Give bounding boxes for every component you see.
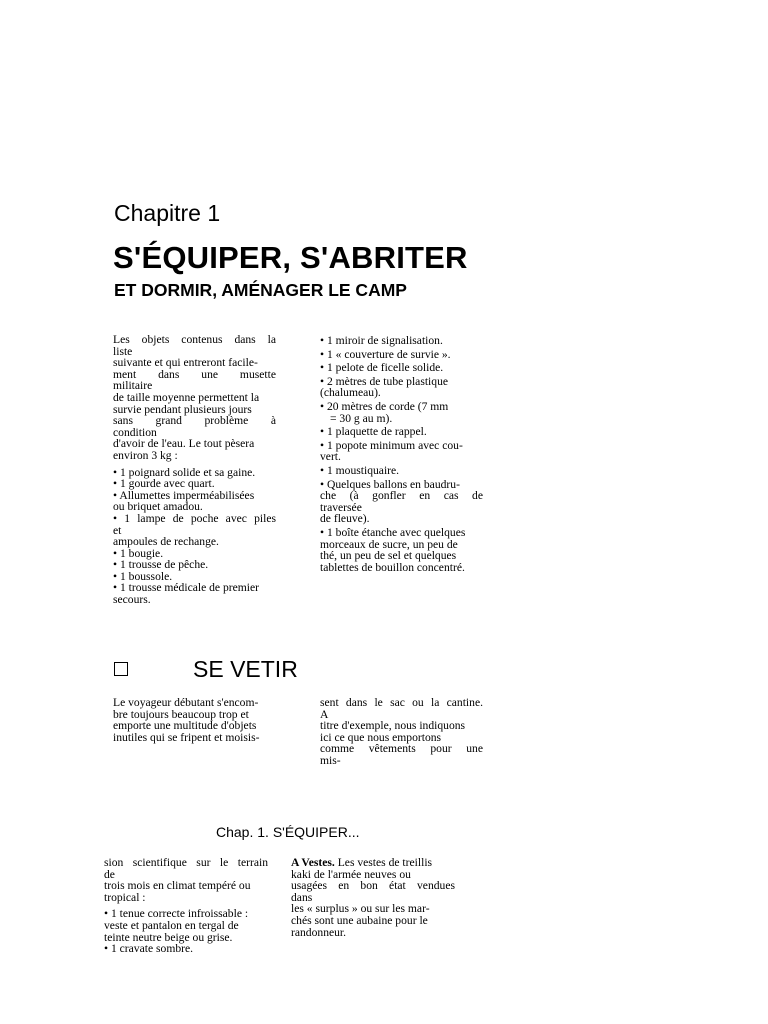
list-item: • 20 mètres de corde (7 mm bbox=[320, 399, 449, 413]
bottom-column-left bbox=[104, 857, 268, 955]
text-line: tropical : bbox=[104, 890, 146, 904]
list-item: • 1 trousse médicale de premier bbox=[113, 581, 260, 595]
section-column-right bbox=[320, 697, 483, 767]
section-title: SE VETIR bbox=[193, 656, 298, 682]
text-line: liste bbox=[113, 344, 133, 358]
text-line: survie pendant plusieurs jours bbox=[113, 402, 252, 416]
list-item: veste et pantalon en tergal de bbox=[104, 918, 239, 932]
text-line: sion scientifique sur le terrain bbox=[104, 856, 268, 869]
text-line: bre toujours beaucoup trop et bbox=[113, 707, 249, 721]
text-line: inutiles qui se fripent et moisis- bbox=[113, 730, 260, 744]
list-item: • 1 « couverture de survie ». bbox=[320, 347, 451, 361]
text-line: condition bbox=[113, 425, 157, 439]
list-item: • 1 tenue correcte infroissable : bbox=[104, 907, 249, 921]
text-line: mis- bbox=[320, 753, 341, 767]
running-head: Chap. 1. S'ÉQUIPER... bbox=[216, 824, 360, 840]
list-item: • 1 plaquette de rappel. bbox=[320, 425, 427, 439]
section-column-left bbox=[113, 697, 276, 743]
list-item: de fleuve). bbox=[320, 512, 370, 526]
text-line: les « surplus » ou sur les mar- bbox=[291, 902, 430, 916]
list-item: • 1 boîte étanche avec quelques bbox=[320, 525, 466, 539]
list-item: • 1 poignard solide et sa gaine. bbox=[113, 465, 256, 479]
text-line: comme vêtements pour une bbox=[320, 742, 483, 756]
list-item: • 1 lampe de poche avec piles bbox=[113, 511, 276, 525]
section-square-icon bbox=[114, 662, 128, 676]
list-item: teinte neutre beige ou grise. bbox=[104, 930, 233, 944]
list-item: • 1 popote minimum avec cou- bbox=[320, 438, 463, 452]
chapter-subtitle: ET DORMIR, AMÉNAGER LE CAMP bbox=[114, 280, 407, 300]
list-item: vert. bbox=[320, 450, 341, 464]
chapter-label: Chapitre 1 bbox=[114, 200, 221, 226]
text-line: trois mois en climat tempéré ou bbox=[104, 879, 251, 893]
text-line bbox=[291, 857, 455, 869]
list-item: traversée bbox=[320, 500, 362, 514]
bottom-column-right bbox=[291, 857, 455, 938]
chapter-title: S'ÉQUIPER, S'ABRITER bbox=[113, 240, 468, 275]
text-line: sent dans le sac ou la cantine. bbox=[320, 696, 483, 709]
text-line: ment dans une musette bbox=[113, 367, 276, 381]
list-item: tablettes de bouillon concentré. bbox=[320, 560, 465, 574]
list-column-right bbox=[320, 335, 483, 573]
list-item: • 1 trousse de pêche. bbox=[113, 558, 209, 572]
list-item: morceaux de sucre, un peu de bbox=[320, 537, 458, 551]
list-item: • 1 bougie. bbox=[113, 546, 164, 560]
list-item: et bbox=[113, 523, 122, 537]
text-line: ici ce que nous emportons bbox=[320, 730, 442, 744]
list-item: • 1 cravate sombre. bbox=[104, 942, 194, 956]
text-line: de taille moyenne permettent la bbox=[113, 390, 260, 404]
list-item: ampoules de rechange. bbox=[113, 535, 219, 549]
text-line: suivante et qui entreront facile- bbox=[113, 356, 258, 370]
text-line: de bbox=[104, 867, 115, 881]
vestes-heading: A Vestes. bbox=[291, 856, 335, 869]
text-line: sans grand problème à bbox=[113, 414, 276, 428]
text-line: randonneur. bbox=[291, 925, 347, 939]
text-line: kaki de l'armée neuves ou bbox=[291, 867, 411, 881]
list-item: (chalumeau). bbox=[320, 386, 381, 400]
list-item: = 30 g au m). bbox=[330, 411, 393, 425]
list-item: che (à gonfler en cas de bbox=[320, 489, 483, 503]
list-item: • 1 miroir de signalisation. bbox=[320, 334, 443, 347]
list-item: secours. bbox=[113, 593, 151, 607]
text-line: militaire bbox=[113, 379, 153, 393]
list-item: • 1 gourde avec quart. bbox=[113, 477, 215, 491]
text-line: chés sont une aubaine pour le bbox=[291, 913, 428, 927]
text-line: usagées en bon état vendues bbox=[291, 879, 455, 893]
text-line: Les objets contenus dans la bbox=[113, 333, 276, 346]
list-item: • Quelques ballons en baudru- bbox=[320, 477, 460, 491]
text-line: Le voyageur débutant s'encom- bbox=[113, 696, 259, 709]
text-run: Les vestes de treillis bbox=[334, 856, 433, 869]
list-item: • 2 mètres de tube plastique bbox=[320, 374, 449, 388]
list-item: • Allumettes imperméabilisées bbox=[113, 488, 255, 502]
text-line: d'avoir de l'eau. Le tout pèsera bbox=[113, 437, 255, 451]
text-line: dans bbox=[291, 890, 313, 904]
list-item: ou briquet amadou. bbox=[113, 500, 203, 514]
list-item: • 1 pelote de ficelle solide. bbox=[320, 361, 444, 375]
text-line: environ 3 kg : bbox=[113, 448, 178, 462]
text-line: titre d'exemple, nous indiquons bbox=[320, 719, 466, 733]
list-item: • 1 moustiquaire. bbox=[320, 463, 400, 477]
list-item: • 1 boussole. bbox=[113, 569, 173, 583]
text-line: A bbox=[320, 707, 329, 721]
text-line: emporte une multitude d'objets bbox=[113, 719, 257, 733]
intro-column-left bbox=[113, 334, 276, 606]
list-item: thé, un peu de sel et quelques bbox=[320, 549, 457, 563]
